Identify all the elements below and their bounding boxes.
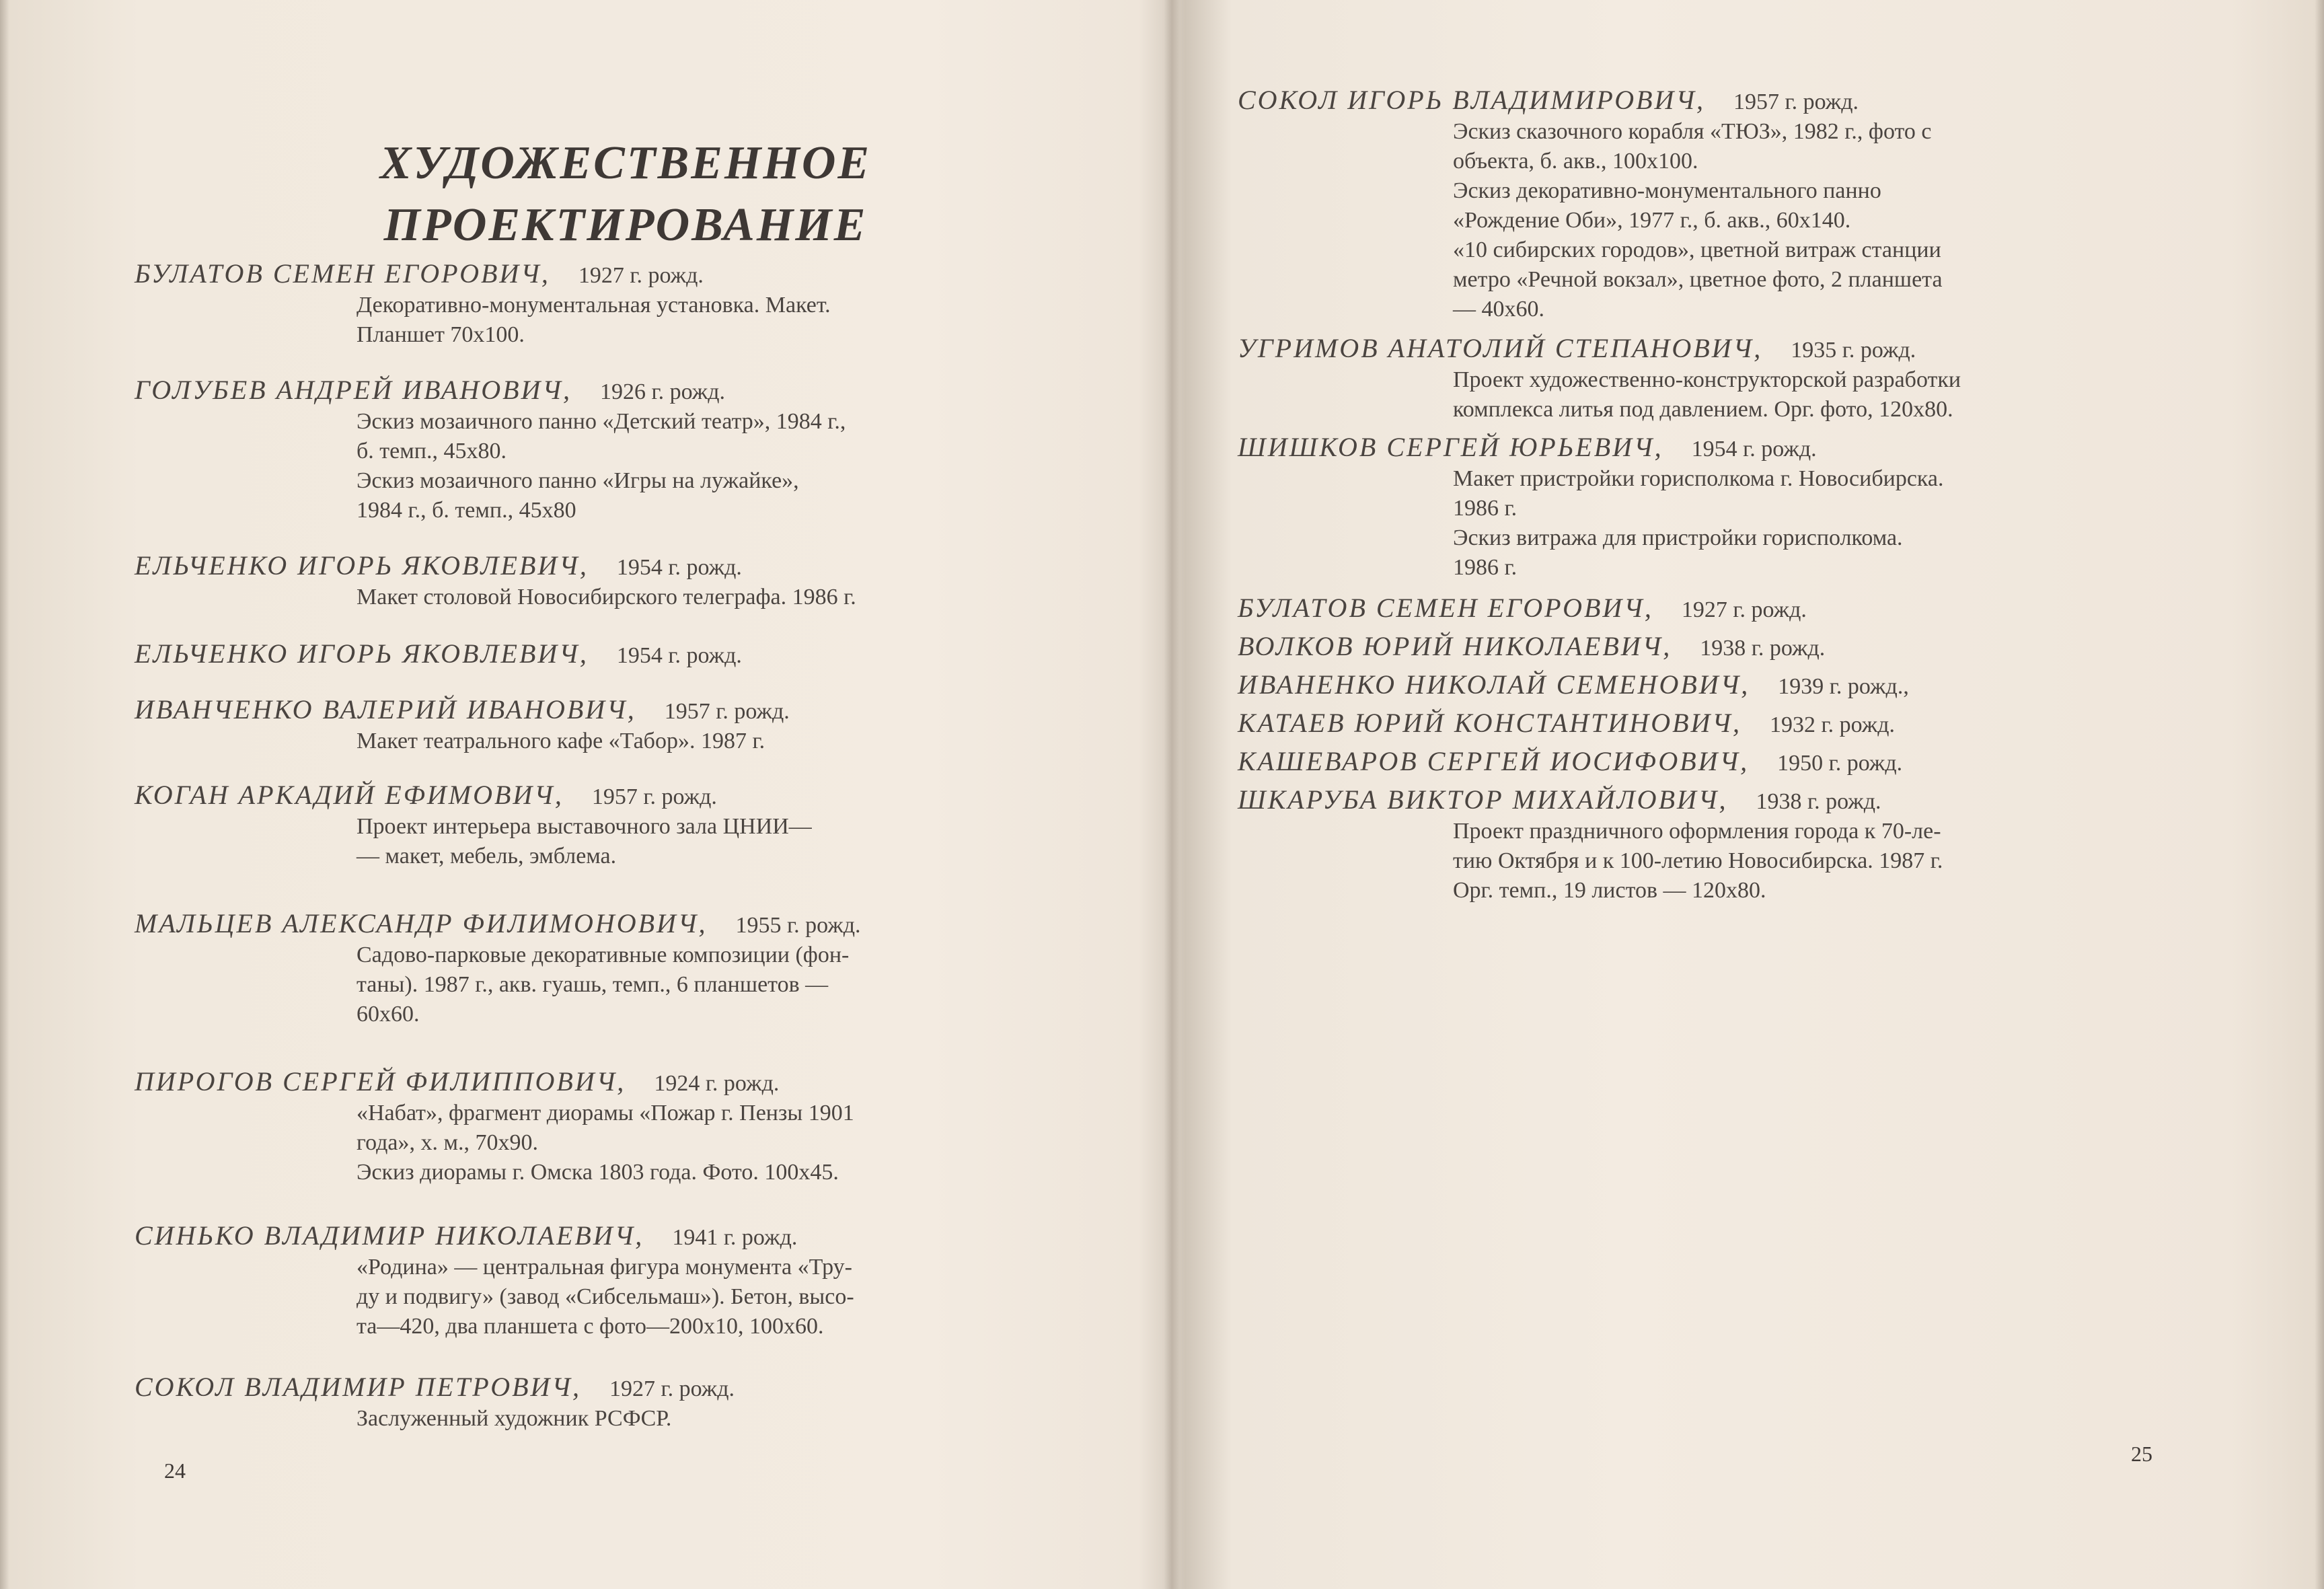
artist-entry <box>135 780 1083 871</box>
artwork-description-line: та—420, два планшета с фото—200x10, 100x60. <box>357 1314 824 1339</box>
artist-birth-year: 1957 г. рожд. <box>1733 89 1859 114</box>
artwork-description-line: «10 сибирских городов», цветной витраж станции <box>1453 237 1941 262</box>
artist-birth-year: 1939 г. рожд., <box>1778 674 1909 699</box>
artist-entry <box>1238 334 2193 424</box>
artist-entry-heading <box>135 1221 1083 1253</box>
artist-entry-heading <box>135 909 1083 940</box>
artist-birth-year: 1924 г. рожд. <box>654 1071 780 1096</box>
artwork-description <box>357 940 1083 1029</box>
artist-birth-year: 1935 г. рожд. <box>1791 338 1916 363</box>
artist-entry <box>135 259 1083 350</box>
artist-entry-heading <box>135 259 1083 291</box>
artist-name: ШКАРУБА ВИКТОР МИХАЙЛОВИЧ, <box>1238 784 1728 815</box>
artist-entry <box>135 375 1083 525</box>
artist-entry-heading <box>1238 747 2193 778</box>
artwork-description-line: Декоративно-монументальная установка. Макет. <box>357 293 831 318</box>
artist-entry-heading <box>1238 433 2193 464</box>
artwork-description-line: комплекса литья под давлением. Орг. фото, 120x80. <box>1453 397 1953 422</box>
artist-birth-year: 1950 г. рожд. <box>1777 751 1903 776</box>
artist-name: СОКОЛ ИГОРЬ ВЛАДИМИРОВИЧ, <box>1238 85 1705 115</box>
artist-entry-heading <box>135 639 1083 671</box>
artwork-description <box>357 1253 1083 1341</box>
artist-name: БУЛАТОВ СЕМЕН ЕГОРОВИЧ, <box>1238 593 1653 623</box>
artwork-description-line: б. темп., 45x80. <box>357 439 507 464</box>
artwork-description-line: объекта, б. акв., 100x100. <box>1453 149 1698 174</box>
artist-entry-heading <box>1238 670 2193 702</box>
artwork-description <box>357 1099 1083 1187</box>
artist-entry-heading <box>135 695 1083 727</box>
artist-entry <box>1238 708 2193 740</box>
section-title-line: ХУДОЖЕСТВЕННОЕ <box>379 137 872 189</box>
artist-name: КАТАЕВ ЮРИЙ КОНСТАНТИНОВИЧ, <box>1238 708 1741 738</box>
artist-name: БУЛАТОВ СЕМЕН ЕГОРОВИЧ, <box>135 258 550 289</box>
artwork-description-line: Планшет 70x100. <box>357 322 525 347</box>
artwork-description-line: Макет столовой Новосибирского телеграфа. 1986 г. <box>357 585 856 609</box>
artist-entry <box>1238 747 2193 778</box>
artist-name: КАШЕВАРОВ СЕРГЕЙ ИОСИФОВИЧ, <box>1238 746 1750 776</box>
artwork-description <box>1453 117 2193 324</box>
artwork-description-line: 1986 г. <box>1453 555 1517 580</box>
artist-name: СИНЬКО ВЛАДИМИР НИКОЛАЕВИЧ, <box>135 1220 644 1251</box>
artwork-description-line: года», х. м., 70x90. <box>357 1130 539 1155</box>
artist-entry <box>1238 85 2193 324</box>
section-title <box>0 133 1164 256</box>
artist-birth-year: 1954 г. рожд. <box>616 643 742 668</box>
artist-entry <box>135 1221 1083 1341</box>
right-page-edge <box>2315 0 2324 1589</box>
artwork-description-line: Проект художественно-конструкторской разработки <box>1453 367 1961 392</box>
artist-entry <box>135 1067 1083 1187</box>
artist-entry <box>1238 433 2193 583</box>
artist-entry-heading <box>135 780 1083 812</box>
artist-name: ИВАНЕНКО НИКОЛАЙ СЕМЕНОВИЧ, <box>1238 669 1750 700</box>
artist-entry-heading <box>1238 708 2193 740</box>
artist-name: СОКОЛ ВЛАДИМИР ПЕТРОВИЧ, <box>135 1372 581 1402</box>
artist-entry <box>135 1372 1083 1434</box>
artist-birth-year: 1954 г. рожд. <box>616 555 742 580</box>
artist-birth-year: 1927 г. рожд. <box>1681 597 1807 622</box>
artist-birth-year: 1932 г. рожд. <box>1769 712 1896 737</box>
artwork-description-line: 1986 г. <box>1453 496 1517 521</box>
artist-entry-heading <box>135 551 1083 583</box>
artist-entry-heading <box>135 1372 1083 1404</box>
artwork-description-line: «Рождение Оби», 1977 г., б. акв., 60x140. <box>1453 208 1851 233</box>
artist-name: ПИРОГОВ СЕРГЕЙ ФИЛИППОВИЧ, <box>135 1066 626 1097</box>
artist-entry <box>135 695 1083 756</box>
artwork-description-line: тию Октября и к 100-летию Новосибирска. 1987 г. <box>1453 848 1943 873</box>
artwork-description-line: ду и подвигу» (завод «Сибсельмаш»). Бетон, высо- <box>357 1284 854 1309</box>
artist-name: ШИШКОВ СЕРГЕЙ ЮРЬЕВИЧ, <box>1238 432 1663 462</box>
artist-entry-heading <box>135 1067 1083 1099</box>
left-entries-list <box>135 259 1083 1434</box>
artwork-description <box>1453 817 2193 906</box>
artist-name: ВОЛКОВ ЮРИЙ НИКОЛАЕВИЧ, <box>1238 631 1672 661</box>
artist-entry-heading <box>1238 632 2193 663</box>
artwork-description-line: Заслуженный художник РСФСР. <box>357 1406 672 1431</box>
artist-entry-heading <box>1238 593 2193 625</box>
artist-birth-year: 1926 г. рожд. <box>600 379 726 404</box>
artwork-description <box>1453 464 2193 583</box>
artist-birth-year: 1957 г. рожд. <box>591 784 717 809</box>
artist-entry <box>1238 593 2193 625</box>
artist-birth-year: 1927 г. рожд. <box>578 263 704 288</box>
artwork-description-line: Макет пристройки горисполкома г. Новосибирска. <box>1453 466 1944 491</box>
artist-entry-heading <box>1238 85 2193 117</box>
artist-birth-year: 1927 г. рожд. <box>609 1376 735 1401</box>
artist-entry <box>1238 785 2193 906</box>
artist-entry-heading <box>1238 785 2193 817</box>
book-gutter <box>1164 0 1180 1589</box>
artist-birth-year: 1955 г. рожд. <box>735 913 861 938</box>
artwork-description <box>357 407 1083 525</box>
artwork-description-line: метро «Речной вокзал», цветное фото, 2 планшета <box>1453 267 1943 292</box>
artist-name: ИВАНЧЕНКО ВАЛЕРИЙ ИВАНОВИЧ, <box>135 694 636 725</box>
artwork-description-line: Эскиз мозаичного панно «Детский театр», 1984 г., <box>357 409 846 434</box>
page-number-right: 25 <box>2131 1442 2152 1466</box>
artwork-description-line: — макет, мебель, эмблема. <box>357 844 617 869</box>
artwork-description-line: Орг. темп., 19 листов — 120x80. <box>1453 878 1766 903</box>
artwork-description-line: Садово-парковые декоративные композиции (фон- <box>357 943 850 967</box>
artist-birth-year: 1957 г. рожд. <box>664 699 790 724</box>
artwork-description <box>357 727 1083 756</box>
right-entries-list <box>1238 85 2193 906</box>
artwork-description-line: — 40x60. <box>1453 297 1544 322</box>
artwork-description-line: Эскиз сказочного корабля «ТЮЗ», 1982 г., фото с <box>1453 119 1932 144</box>
artwork-description-line: «Набат», фрагмент диорамы «Пожар г. Пензы 1901 <box>357 1101 854 1125</box>
artwork-description <box>357 583 1083 612</box>
artwork-description-line: Макет театрального кафе «Табор». 1987 г. <box>357 729 765 753</box>
artwork-description-line: Проект праздничного оформления города к 70-ле- <box>1453 819 1941 844</box>
artist-entry <box>1238 670 2193 702</box>
artwork-description-line: 60x60. <box>357 1002 420 1027</box>
artist-entry-heading <box>1238 334 2193 365</box>
artwork-description-line: Эскиз мозаичного панно «Игры на лужайке», <box>357 468 799 493</box>
artist-birth-year: 1954 г. рожд. <box>1691 437 1817 461</box>
section-title-line: ПРОЕКТИРОВАНИЕ <box>383 198 868 251</box>
artwork-description <box>357 1404 1083 1434</box>
artist-entry <box>135 639 1083 671</box>
artist-entry <box>1238 632 2193 663</box>
artwork-description-line: Проект интерьера выставочного зала ЦНИИ— <box>357 814 812 839</box>
artist-name: ЕЛЬЧЕНКО ИГОРЬ ЯКОВЛЕВИЧ, <box>135 638 589 669</box>
artist-entry-heading <box>135 375 1083 407</box>
artwork-description <box>357 291 1083 350</box>
artist-name: УГРИМОВ АНАТОЛИЙ СТЕПАНОВИЧ, <box>1238 333 1763 363</box>
artwork-description-line: Эскиз декоративно-монументального панно <box>1453 178 1881 203</box>
artist-birth-year: 1941 г. рожд. <box>672 1225 798 1250</box>
artist-birth-year: 1938 г. рожд. <box>1756 789 1881 814</box>
artwork-description-line: «Родина» — центральная фигура монумента «Тру- <box>357 1255 852 1280</box>
artist-birth-year: 1938 г. рожд. <box>1700 636 1826 661</box>
artwork-description-line: Эскиз витража для пристройки горисполкома. <box>1453 525 1903 550</box>
artist-name: ЕЛЬЧЕНКО ИГОРЬ ЯКОВЛЕВИЧ, <box>135 550 589 581</box>
artwork-description-line: 1984 г., б. темп., 45x80 <box>357 498 576 523</box>
artwork-description-line: Эскиз диорамы г. Омска 1803 года. Фото. 100x45. <box>357 1160 839 1185</box>
artist-name: ГОЛУБЕВ АНДРЕЙ ИВАНОВИЧ, <box>135 375 572 405</box>
page-number-left: 24 <box>164 1458 186 1483</box>
artist-name: КОГАН АРКАДИЙ ЕФИМОВИЧ, <box>135 780 564 810</box>
artist-entry <box>135 909 1083 1029</box>
artist-entry <box>135 551 1083 612</box>
artwork-description <box>1453 365 2193 424</box>
artwork-description <box>357 812 1083 871</box>
artist-name: МАЛЬЦЕВ АЛЕКСАНДР ФИЛИМОНОВИЧ, <box>135 908 708 938</box>
artwork-description-line: таны). 1987 г., акв. гуашь, темп., 6 планшетов — <box>357 972 829 997</box>
